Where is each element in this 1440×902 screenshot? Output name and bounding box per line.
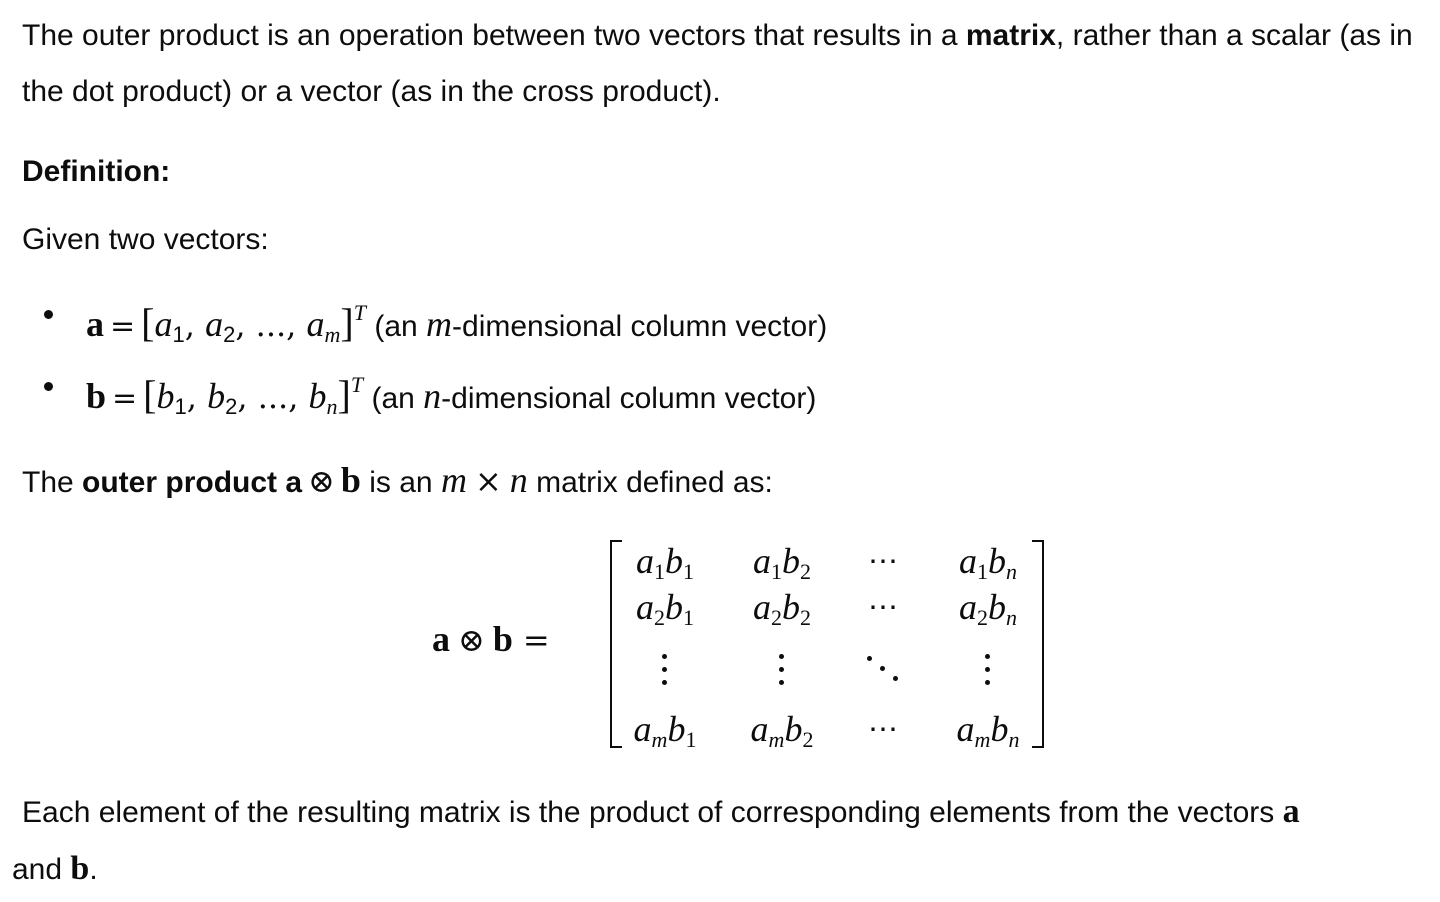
dimension-symbol: n — [423, 376, 442, 416]
comma-ellipsis: , ..., — [237, 378, 309, 416]
text: matrix defined as: — [527, 466, 773, 499]
matrix-cell: $a_2b_1$ — [636, 587, 694, 630]
vdots-symbol — [779, 654, 785, 693]
otimes-symbol: ⊗ — [308, 462, 335, 500]
vdots-symbol — [662, 654, 668, 693]
matrix-cell: $a_mb_1$ — [633, 709, 697, 752]
given-text: Given two vectors: — [22, 223, 269, 256]
subscript: 1 — [174, 394, 187, 419]
component: a — [306, 304, 325, 344]
cdots-symbol: ⋯ — [868, 590, 898, 625]
vector-description: (an — [371, 382, 424, 415]
comma: , — [184, 306, 206, 344]
bracket: [ — [141, 300, 155, 345]
vector-description-tail: -dimensional column vector) — [441, 382, 817, 415]
list-item — [22, 354, 827, 426]
outer-product-matrix — [610, 540, 1044, 752]
vector-symbol: b — [492, 619, 513, 659]
vector-list — [22, 282, 827, 426]
list-item — [22, 282, 827, 354]
vector-symbol: b — [340, 460, 361, 500]
matrix-cell: $a_1b_2$ — [753, 541, 811, 584]
component: b — [156, 376, 175, 416]
matrix-cell: $a_2b_n$ — [959, 587, 1017, 630]
intro-paragraph — [22, 8, 1422, 120]
component: b — [308, 376, 327, 416]
bracket: ] — [337, 372, 351, 417]
equals-sign: = — [112, 381, 138, 416]
matrix-cell: $a_2b_2$ — [753, 587, 811, 630]
definition-heading: Definition: — [22, 155, 171, 188]
closing-paragraph — [12, 784, 1432, 898]
bracket: [ — [143, 372, 157, 417]
intro-bold-matrix: matrix — [965, 19, 1056, 52]
vector-symbol: a — [86, 304, 104, 344]
matrix-cell: $a_1b_1$ — [636, 541, 694, 584]
dimension-symbol: n — [509, 460, 528, 500]
vector-symbol: b — [70, 850, 90, 887]
times-symbol: × — [474, 462, 502, 500]
component: a — [205, 304, 224, 344]
text: . — [89, 853, 98, 886]
bracket: ] — [340, 300, 354, 345]
vector-symbol: a — [1282, 793, 1300, 830]
intro-text: The outer product is an operation between two vectors that results in a — [22, 19, 966, 52]
transpose-superscript: T — [353, 300, 366, 325]
vector-description-tail: -dimensional column vector) — [452, 310, 828, 343]
equals-sign: = — [522, 621, 550, 659]
matrix-cell: $a_1b_n$ — [959, 541, 1017, 584]
comma-ellipsis: , ..., — [235, 306, 307, 344]
bullet-icon — [44, 310, 53, 319]
text: The — [22, 466, 83, 499]
vector-description: (an — [374, 310, 427, 343]
equals-sign: = — [110, 309, 136, 344]
matrix-cell: $a_mb_n$ — [956, 709, 1020, 752]
text: and — [12, 853, 71, 886]
bullet-icon — [44, 382, 53, 391]
component: a — [154, 304, 173, 344]
dimension-symbol: m — [440, 460, 467, 500]
equation-lhs — [432, 618, 560, 660]
transpose-superscript: T — [350, 372, 364, 397]
comma: , — [186, 378, 208, 416]
subscript: 2 — [225, 394, 238, 419]
ddots-symbol — [863, 654, 903, 684]
cdots-symbol: ⋯ — [868, 712, 898, 747]
vector-symbol: a — [432, 619, 450, 659]
vdots-symbol — [985, 654, 991, 693]
subscript: 2 — [223, 322, 236, 347]
vector-symbol: b — [86, 376, 107, 416]
text: Each element of the resulting matrix is the product of corresponding elements from the vectors — [22, 796, 1283, 829]
outer-product-definition — [22, 458, 773, 505]
matrix-cell: $a_mb_2$ — [750, 709, 814, 752]
subscript: m — [324, 322, 341, 347]
dimension-symbol: m — [426, 304, 453, 344]
text: is an — [360, 466, 441, 499]
cdots-symbol: ⋯ — [868, 544, 898, 579]
subscript: n — [326, 394, 338, 419]
otimes-symbol: ⊗ — [458, 621, 485, 659]
component: b — [207, 376, 226, 416]
intro-text-tail: , rather than a scalar (as in the dot product) or a vector (as in the cross product). — [22, 19, 1413, 108]
bold-term: outer product a — [82, 466, 303, 499]
subscript: 1 — [172, 322, 185, 347]
